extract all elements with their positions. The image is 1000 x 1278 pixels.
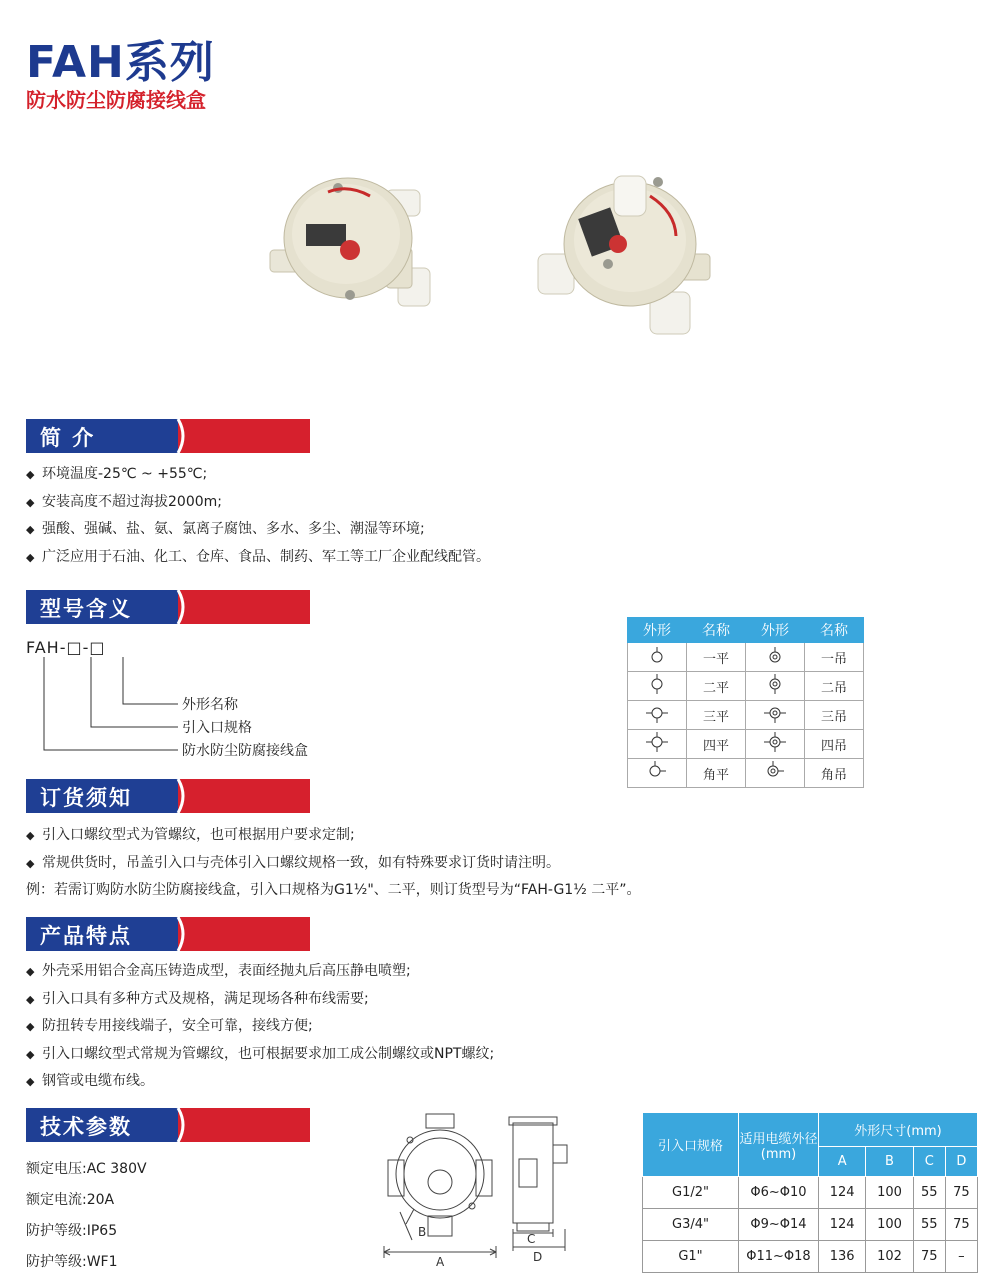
dim-label-a: A — [436, 1255, 445, 1269]
spec-table — [642, 1112, 978, 1273]
column-header: D — [945, 1147, 977, 1177]
table-row: G1" Φ11~Φ18 136 102 75 – — [643, 1241, 978, 1273]
section-header-features — [26, 917, 310, 951]
shape-four-flat-icon — [644, 731, 670, 753]
table-row: 三平 三吊 — [628, 701, 864, 730]
shape-one-hang-icon — [763, 645, 787, 665]
section-header-tech — [26, 1108, 310, 1142]
column-header: A — [819, 1147, 866, 1177]
model-label-product: 防水防尘防腐接线盒 — [182, 743, 308, 759]
section-title: 简 介 — [40, 426, 96, 450]
list-item: ◆ 引入口具有多种方式及规格，满足现场各种布线需要; — [26, 986, 494, 1014]
shape-one-flat-icon — [645, 645, 669, 665]
drawing-side-view — [505, 1115, 575, 1275]
list-item: ◆ 钢管或电缆布线。 — [26, 1068, 494, 1096]
diamond-bullet-icon: ◆ — [26, 1075, 35, 1088]
list-item: ◆ 环境温度-25℃ ~ +55℃; — [26, 461, 490, 489]
order-list — [26, 822, 560, 877]
section-title: 型号含义 — [40, 597, 132, 621]
order-example: 例：若需订购防水防尘防腐接线盒，引入口规格为G1½"、二平，则订货型号为“FAH-G1½ 二平”。 — [26, 882, 641, 898]
diamond-bullet-icon: ◆ — [26, 523, 35, 536]
param-protection-ip: 防护等级:IP65 — [26, 1223, 118, 1239]
column-header: 外形尺寸(mm) — [819, 1113, 978, 1147]
product-photo-right — [530, 172, 740, 337]
list-item: ◆ 强酸、强碱、盐、氨、氯离子腐蚀、多水、多尘、潮湿等环境; — [26, 516, 490, 544]
shape-corner-flat-icon — [644, 760, 670, 782]
section-header-order — [26, 779, 310, 813]
column-header: 外形 — [628, 618, 687, 643]
drawing-front-view — [380, 1112, 500, 1272]
list-item: ◆ 广泛应用于石油、化工、仓库、食品、制药、军工等工厂企业配线配管。 — [26, 544, 490, 572]
model-label-inlet: 引入口规格 — [182, 720, 252, 736]
model-bracket-lines — [26, 655, 186, 765]
table-row: 四平 四吊 — [628, 730, 864, 759]
diamond-bullet-icon: ◆ — [26, 829, 35, 842]
table-row: G3/4" Φ9~Φ14 124 100 55 75 — [643, 1209, 978, 1241]
diamond-bullet-icon: ◆ — [26, 1047, 35, 1061]
param-protection-wf: 防护等级:WF1 — [26, 1254, 118, 1270]
table-row: 一平 一吊 — [628, 643, 864, 672]
table-row: 二平 二吊 — [628, 672, 864, 701]
dim-label-c: C — [527, 1232, 536, 1246]
param-voltage: 额定电压:AC 380V — [26, 1161, 147, 1177]
shape-three-flat-icon — [644, 702, 670, 724]
shape-four-hang-icon — [762, 731, 788, 753]
section-header-model — [26, 590, 310, 624]
list-item: ◆ 引入口螺纹型式常规为管螺纹，也可根据要求加工成公制螺纹或NPT螺纹; — [26, 1041, 494, 1069]
dim-label-b: B — [418, 1225, 427, 1239]
features-list — [26, 958, 494, 1096]
column-header: 外形 — [746, 618, 805, 643]
shape-corner-hang-icon — [762, 760, 788, 782]
diamond-bullet-icon: ◆ — [26, 468, 35, 481]
list-item: ◆ 常规供货时，吊盖引入口与壳体引入口螺纹规格一致，如有特殊要求订货时请注明。 — [26, 850, 560, 878]
shape-three-hang-icon — [762, 702, 788, 724]
shape-table — [627, 617, 864, 788]
table-row: 角平 角吊 — [628, 759, 864, 788]
page-title: FAH系列 — [26, 37, 215, 88]
list-item: ◆ 外壳采用铝合金高压铸造成型，表面经抛丸后高压静电喷塑; — [26, 958, 494, 986]
diamond-bullet-icon: ◆ — [26, 1020, 35, 1033]
diamond-bullet-icon: ◆ — [26, 550, 35, 564]
list-item: ◆ 防扭转专用接线端子，安全可靠，接线方便; — [26, 1013, 494, 1041]
model-label-shape: 外形名称 — [182, 697, 238, 713]
column-header: 适用电缆外径(mm) — [739, 1113, 819, 1177]
column-header: C — [913, 1147, 945, 1177]
diamond-bullet-icon: ◆ — [26, 965, 35, 978]
product-photo-left — [268, 170, 448, 320]
shape-two-flat-icon — [645, 673, 669, 695]
diamond-bullet-icon: ◆ — [26, 992, 35, 1006]
diamond-bullet-icon: ◆ — [26, 856, 35, 870]
diamond-bullet-icon: ◆ — [26, 495, 35, 509]
column-header: 引入口规格 — [643, 1113, 739, 1177]
model-code: FAH-□-□ — [26, 638, 106, 657]
section-title: 订货须知 — [40, 786, 132, 810]
column-header: 名称 — [687, 618, 746, 643]
section-title: 技术参数 — [40, 1115, 132, 1139]
table-row: G1/2" Φ6~Φ10 124 100 55 75 — [643, 1177, 978, 1209]
column-header: 名称 — [805, 618, 864, 643]
intro-list — [26, 461, 490, 571]
section-header-intro — [26, 419, 310, 453]
section-title: 产品特点 — [40, 924, 132, 948]
page-subtitle: 防水防尘防腐接线盒 — [26, 88, 206, 112]
dim-label-d: D — [533, 1250, 543, 1264]
list-item: ◆ 安装高度不超过海拔2000m; — [26, 489, 490, 517]
list-item: ◆ 引入口螺纹型式为管螺纹，也可根据用户要求定制; — [26, 822, 560, 850]
column-header: B — [866, 1147, 913, 1177]
shape-two-hang-icon — [763, 673, 787, 695]
param-current: 额定电流:20A — [26, 1192, 115, 1208]
